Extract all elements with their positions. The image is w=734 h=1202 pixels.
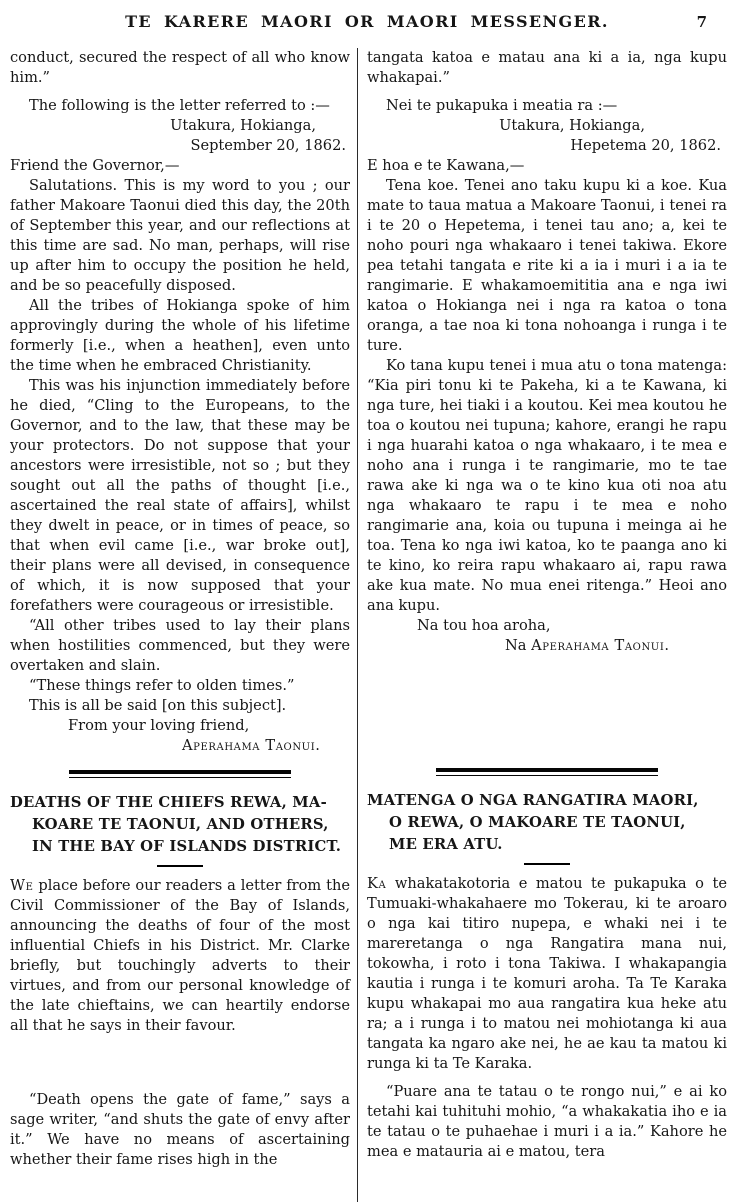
section-divider-rule xyxy=(69,770,291,778)
column-english xyxy=(0,48,357,1202)
letter-paragraph: Tena koe. Tenei ano taku kupu ki a koe. Kua mate to taua matua a Makoare Taonui, i tenei ra i te 20 o Hepetema, i tenei tau ano; a, kei te noho pouri nga whakaaro i tenei takiwa. Ekore pea tetahi tangata e rite ki a ia i muri i a ia te rangimarie. E whakamoemititia ana e nga iwi katoa o Hokianga nei i nga ra katoa o tona oranga, a tae noa ki tona nohoanga i runga i te ture. xyxy=(367,177,727,354)
page-number: 7 xyxy=(696,13,707,31)
letter-closing: From your loving friend, xyxy=(68,717,250,734)
article-paragraph: “Death opens the gate of fame,” says a sage writer, “and shuts the gate of envy after it.” We have no means of ascertaining whether their fame rises high in the xyxy=(10,1091,350,1168)
letter-closing: Na tou hoa aroha, xyxy=(417,617,551,634)
heading-line: IN THE BAY OF ISLANDS DISTRICT. xyxy=(32,838,342,855)
heading-line: O REWA, O MAKOARE TE TAONUI, xyxy=(389,814,686,831)
letter-intro-line: The following is the letter referred to :— xyxy=(29,97,330,114)
signature-name: Aperahama Taonui. xyxy=(531,637,670,654)
paragraph-text: whakatakotoria e matou te pukapuka o te Tumuaki-whakahaere mo Tokerau, ki te aroaro o nga kai titiro nupepa, e whaki nei i te mareretanga o nga Rangatira mana nui, tokowha, i roto i tona Takiwa. I whakapangia kautia i runga i te komuri aroha. Ta Te Karaka kupu whakapai mo aua rangatira kua heke atu ra; a i runga i to matou nei mohiotanga ki aua tangata ka ngaro ake nei, he ae kau ta matou ki runga ki ta Te Karaka. xyxy=(367,875,727,1072)
heading-rule xyxy=(157,865,203,867)
letter-signature xyxy=(367,636,727,656)
letter-intro-line: Nei te pukapuka i meatia ra :— xyxy=(386,97,618,114)
column-maori xyxy=(357,48,734,1202)
heading-line: MATENGA O NGA RANGATIRA MAORI, xyxy=(367,792,699,809)
lead-word: Ka xyxy=(367,875,387,892)
article-paragraph xyxy=(10,876,350,1036)
dateline-date: September 20, 1862. xyxy=(190,137,346,154)
letter-paragraph: All the tribes of Hokianga spoke of him approvingly during the whole of his lifetime formerly [i.e., when a heathen], even unto the time when he embraced Christianity. xyxy=(10,297,350,374)
letter-paragraph: “These things refer to olden times.” xyxy=(29,677,295,694)
heading-line: DEATHS OF THE CHIEFS REWA, MA- xyxy=(10,794,327,811)
carryover-paragraph: conduct, secured the respect of all who know him.” xyxy=(10,49,350,86)
paragraph-text: place before our readers a letter from the Civil Commissioner of the Bay of Islands, announcing the deaths of four of the most influential Chiefs in his District. Mr. Clarke briefly, but touchingly adverts to their virtues, and from our personal knowledge of the late chieftains, we can heartily endorse all that he says in their favour. xyxy=(10,877,350,1034)
letter-paragraph: Ko tana kupu tenei i mua atu o tona matenga: “Kia piri tonu ki te Pakeha, ki a te Kawana, ki nga ture, hei tiaki i a koutou. Kei mea koutou he toa o koutou nei tupuna; kahore, erangi he rapu i nga huarahi katoa o nga whakaaro, i te mea e noho ana i runga i te rangimarie, mo te tae rawa ake ki nga wa o te kino kua oti noa atu nga whakaaro te rapu i te mea e noho rangimarie ana, koia ou tupuna i meinga ai he toa. Tena ko nga iwi katoa, ko te paanga ano ki te kino, ko reira rapu whakaaro ai, rapu rawa ake kua mate. No mua enei ritenga.” Heoi ano ana kupu. xyxy=(367,357,727,614)
two-column-body xyxy=(0,48,734,1202)
salutation-line: Friend the Governor,— xyxy=(10,157,180,174)
heading-line: KOARE TE TAONUI, AND OTHERS, xyxy=(32,816,329,833)
signature-prefix: Na xyxy=(505,637,527,654)
dateline-date: Hepetema 20, 1862. xyxy=(570,137,721,154)
dateline-place: Utakura, Hokianga, xyxy=(499,117,645,134)
section-divider-rule xyxy=(436,768,658,776)
page-title: TE KARERE MAORI OR MAORI MESSENGER. xyxy=(125,12,609,31)
lead-word: We xyxy=(10,877,34,894)
letter-signature xyxy=(10,736,350,756)
salutation-line: E hoa e te Kawana,— xyxy=(367,157,525,174)
heading-rule xyxy=(524,863,570,865)
heading-line: ME ERA ATU. xyxy=(389,836,503,853)
letter-paragraph: “All other tribes used to lay their plans when hostilities commenced, but they were overtaken and slain. xyxy=(10,617,350,674)
masthead xyxy=(0,0,734,36)
letter-paragraph: This is all be said [on this subject]. xyxy=(29,697,287,714)
article-paragraph: “Puare ana te tatau o te rongo nui,” e ai ko tetahi kai tuhituhi mohio, “a whakakatia iho e ia te tatau o te puhaehae i muri i a ia.” Kahore he mea e matauria ai e matou, tera xyxy=(367,1083,727,1160)
article-heading-english xyxy=(10,792,350,858)
letter-paragraph: This was his injunction immediately before he died, “Cling to the Europeans, to the Governor, and to the law, that these may be your protectors. Do not suppose that your ancestors were irresistible, not so ; but they sought out all the paths of thought [i.e., ascertained the real state of affairs], whilst they dwelt in peace, or in times of peace, so that when evil came [i.e., war broke out], their plans were all devised, in consequence of which, it is now supposed that your forefathers were courageous or irresistible. xyxy=(10,377,350,614)
article-heading-maori xyxy=(367,790,727,856)
dateline-place: Utakura, Hokianga, xyxy=(170,117,316,134)
carryover-paragraph: tangata katoa e matau ana ki a ia, nga kupu whakapai.” xyxy=(367,49,727,86)
signature-name: Aperahama Taonui. xyxy=(182,737,321,754)
article-paragraph xyxy=(367,874,727,1074)
letter-paragraph: Salutations. This is my word to you ; our father Makoare Taonui died this day, the 20th of September this year, and our reflections at this time are sad. No man, perhaps, will rise up after him to occupy the position he held, and be so peacefully disposed. xyxy=(10,177,350,294)
